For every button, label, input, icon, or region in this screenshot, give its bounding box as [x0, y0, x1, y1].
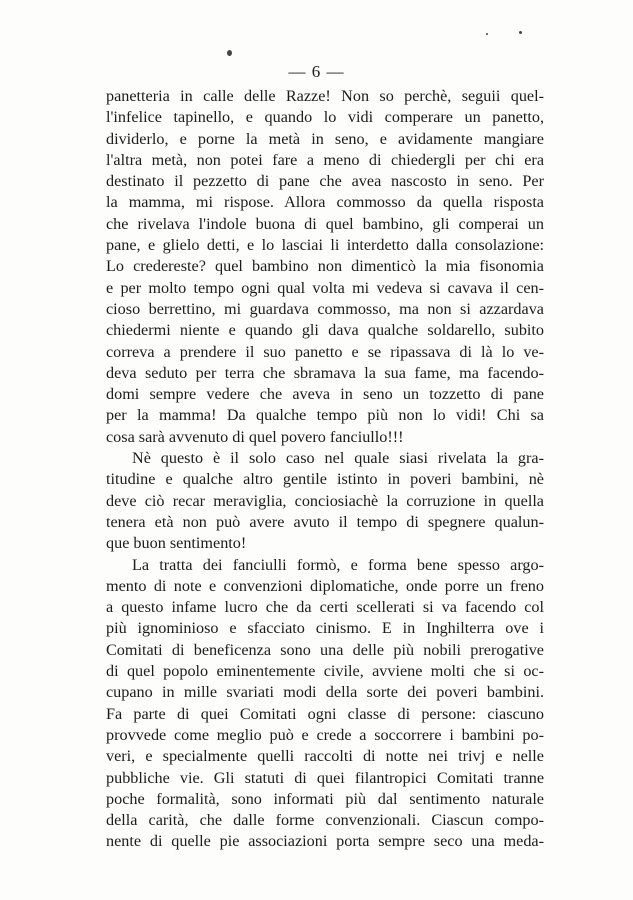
- text-line: que buon sentimento!: [106, 534, 247, 553]
- text-line: la mamma, mi rispose. Allora commosso da quella risposta: [106, 193, 544, 212]
- text-line: per la mamma! Da qualche tempo più non lo vidi! Chi sa: [106, 406, 544, 425]
- text-line: tenera età non può avere avuto il tempo di spegnere qualun-: [106, 512, 544, 531]
- text-line: che rivelava l'indole buona di quel bambino, gli comperai un: [106, 214, 544, 233]
- text-line: e per molto tempo ogni qual volta mi vedeva si cavava il cen-: [106, 278, 544, 297]
- text-line: Nè questo è il solo caso nel quale siasi rivelata la gra-: [132, 449, 544, 468]
- text-line: pubbliche vie. Gli statuti di quei filantropici Comitati tranne: [106, 768, 544, 787]
- text-line: deva seduto per terra che sbramava la sua fame, ma facendo-: [106, 363, 544, 382]
- text-line: di quel popolo eminentemente civile, avviene molti che si oc-: [106, 662, 544, 681]
- text-line: La tratta dei fanciulli formò, e forma bene spesso argo-: [132, 555, 544, 574]
- text-line: poche formalità, sono informati più dal sentimento naturale: [106, 789, 544, 808]
- paragraph: [106, 555, 544, 853]
- text-line: titudine e qualche altro gentile istinto in poveri bambini, nè: [106, 470, 544, 489]
- body-text: [106, 86, 544, 853]
- text-line: domi sempre vedere che aveva in seno un tozzetto di pane: [106, 385, 544, 404]
- text-line: cosa sarà avvenuto di quel povero fanciullo!!!: [106, 427, 404, 446]
- text-line: dividerlo, e porne la metà in seno, e avidamente mangiare: [106, 129, 544, 148]
- paragraph: [106, 448, 544, 554]
- text-line: nente di quelle pie associazioni porta sempre seco una meda-: [106, 832, 544, 851]
- text-line: veri, e specialmente quelli raccolti di notte nei trivj e nelle: [106, 747, 544, 766]
- text-line: deve ciò recar meraviglia, conciosiachè la corruzione in quella: [106, 491, 544, 510]
- page-number: — 6 —: [288, 62, 345, 81]
- paragraph: [106, 86, 544, 448]
- text-line: l'infelice tapinello, e quando lo vidi comperare un panetto,: [106, 108, 544, 127]
- text-line: cupano in mille svariati modi della sorte dei poveri bambini.: [106, 683, 544, 702]
- ink-speck: [519, 31, 522, 34]
- text-line: panetteria in calle delle Razze! Non so perchè, seguii quel-: [106, 87, 544, 105]
- text-line: l'altra metà, non potei fare a meno di chiedergli per chi era: [106, 150, 544, 169]
- text-line: Comitati di beneficenza sono una delle più nobili prerogative: [106, 640, 544, 659]
- text-line: mento di note e convenzioni diplomatiche, onde porre un freno: [106, 576, 544, 595]
- text-line: più ignominioso e sfacciato cinismo. E in Inghilterra ove i: [106, 619, 544, 638]
- text-line: della carità, che dalle forme convenzionali. Ciascun compo-: [106, 811, 544, 830]
- text-line: pane, e glielo detti, e lo lasciai li interdetto dalla consolazione:: [106, 236, 544, 255]
- text-line: chiedermi niente e quando gli dava qualche soldarello, subito: [106, 321, 544, 340]
- text-line: a questo infame lucro che da certi scellerati si va facendo col: [106, 598, 544, 617]
- text-line: Fa parte di quei Comitati ogni classe di persone: ciascuno: [106, 704, 544, 723]
- text-line: destinato il pezzetto di pane che avea nascosto in seno. Per: [106, 172, 544, 191]
- ink-speck: [486, 33, 488, 35]
- ink-speck: [227, 50, 232, 56]
- text-line: correva a prendere il suo panetto e se ripassava di là lo ve-: [106, 342, 544, 361]
- text-line: provvede come meglio può e crede a soccorrere i bambini po-: [106, 725, 544, 744]
- text-line: Lo credereste? quel bambino non dimenticò la mia fisonomia: [106, 257, 544, 276]
- text-line: cioso berrettino, mi guardava commosso, ma non si azzardava: [106, 299, 544, 318]
